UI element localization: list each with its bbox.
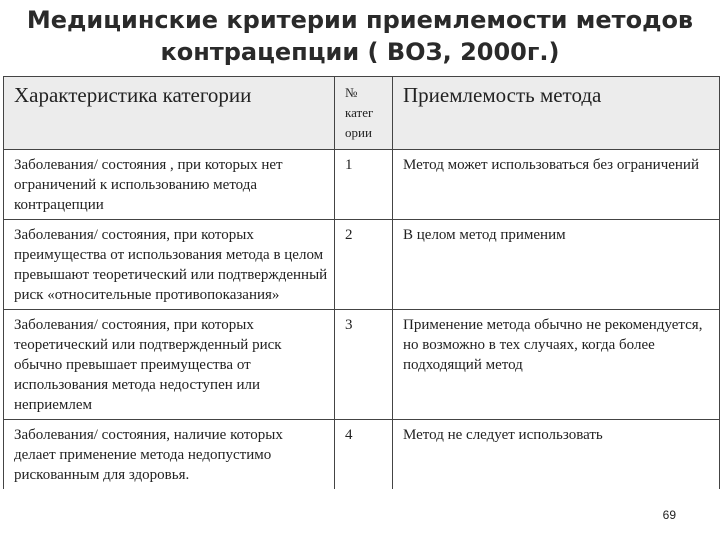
header-acceptability: Приемлемость метода [393, 77, 720, 150]
row-acceptability: В целом метод применим [393, 220, 720, 310]
table-row [4, 420, 720, 490]
row-number: 1 [335, 150, 393, 220]
row-acceptability: Применение метода обычно не рекомендуется, но возможно в тех случаях, когда более подходящий метод [393, 310, 720, 420]
table-row [4, 150, 720, 220]
row-acceptability: Метод не следует использовать [393, 420, 720, 490]
header-number: № катег ории [335, 77, 393, 150]
row-characteristic: Заболевания/ состояния, при которых преимущества от использования метода в целом превышают теоретический или подтвержденный риск «относительные противопоказания» [4, 220, 335, 310]
row-number: 4 [335, 420, 393, 490]
row-number: 2 [335, 220, 393, 310]
table-row [4, 310, 720, 420]
header-characteristic: Характеристика категории [4, 77, 335, 150]
page-number: 69 [662, 508, 676, 522]
row-acceptability: Метод может использоваться без ограничений [393, 150, 720, 220]
row-characteristic: Заболевания/ состояния, при которых теоретический или подтвержденный риск обычно превышает преимущества от использования метода недоступен или неприемлем [4, 310, 335, 420]
row-characteristic: Заболевания/ состояния , при которых нет ограничений к использованию метода контрацепции [4, 150, 335, 220]
criteria-table [3, 76, 720, 489]
slide-title [0, 4, 720, 68]
row-number: 3 [335, 310, 393, 420]
table-row [4, 220, 720, 310]
row-characteristic: Заболевания/ состояния, наличие которых делает применение метода недопустимо рискованным для здоровья. [4, 420, 335, 490]
title-line-2: контрацепции ( ВОЗ, 2000г.) [160, 38, 560, 66]
title-line-1: Медицинские критерии приемлемости методов [26, 6, 694, 34]
table-header-row [4, 77, 720, 150]
